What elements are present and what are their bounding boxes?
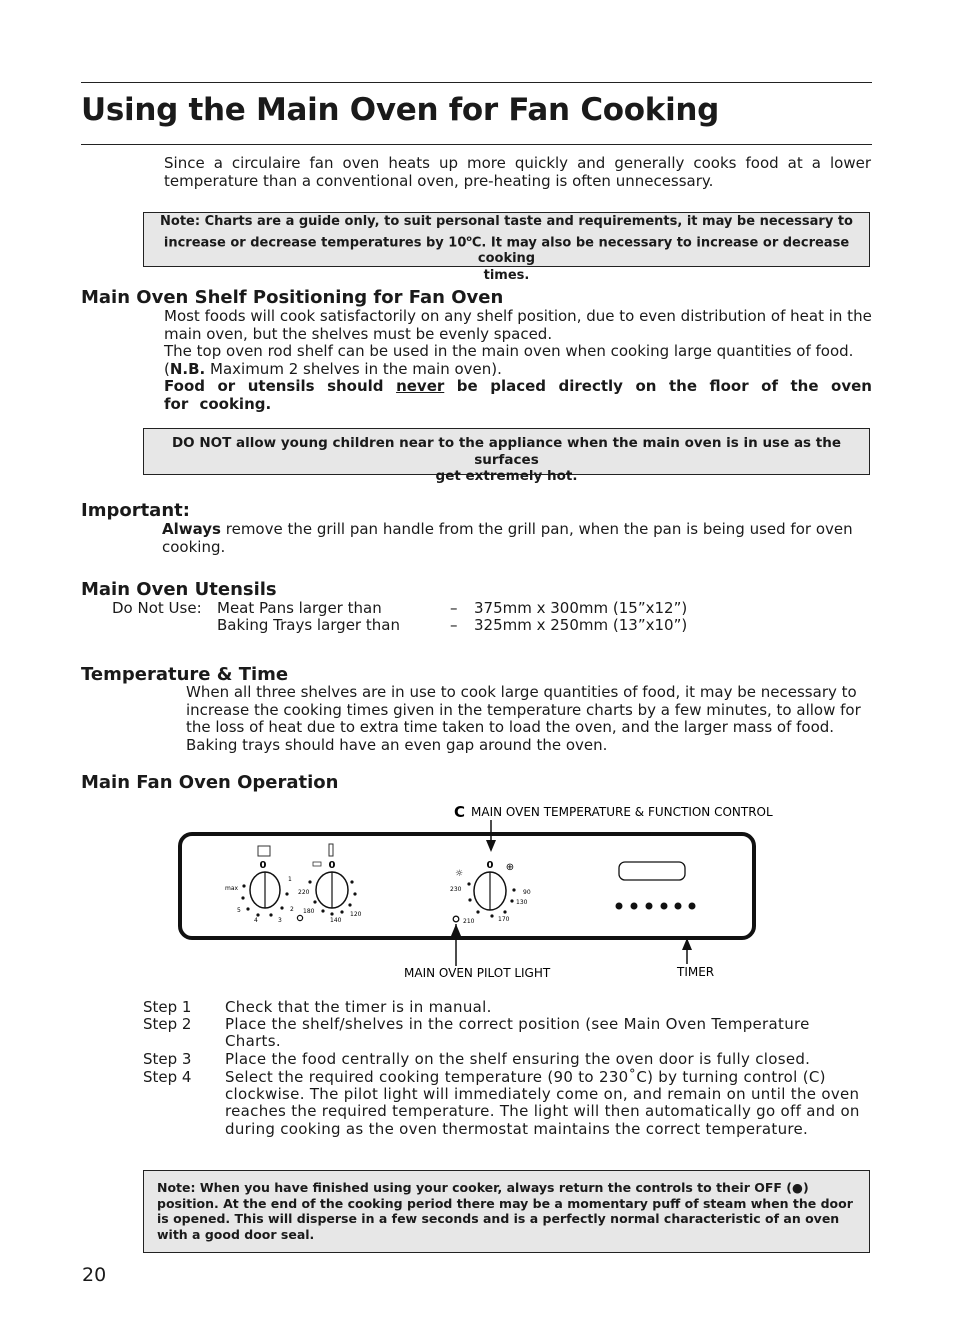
shelf-p2: The top oven rod shelf can be used in the main oven when cooking large quantities of food. [164, 342, 854, 360]
top-rule [81, 82, 872, 83]
timer-display [619, 862, 685, 880]
svg-text:120: 120 [350, 911, 362, 918]
utensil-row-1-item: Meat Pans larger than [217, 599, 382, 617]
shelf-heading: Main Oven Shelf Positioning for Fan Oven [81, 287, 504, 308]
title-rule [81, 144, 872, 145]
note-box-off-position: Note: When you have finished using your cooker, always return the controls to their OFF (●) position. At the end of the cooking period there may be a momentary puff of steam when the door is opened. This will disperse in a few seconds and is a perfectly normal characteristic of an oven with a good door seal. [143, 1170, 870, 1253]
control-label: MAIN OVEN TEMPERATURE & FUNCTION CONTROL [471, 805, 773, 819]
step-3-label: Step 3 [143, 1050, 192, 1068]
important-heading: Important: [81, 500, 190, 521]
control-panel-diagram [170, 798, 780, 988]
note1-line1: Note: Charts are a guide only, to suit personal taste and requirements, it may be necessary to [160, 214, 853, 229]
svg-text:2: 2 [290, 906, 294, 913]
svg-text:140: 140 [330, 917, 342, 924]
svg-text:170: 170 [498, 916, 510, 923]
svg-text:230: 230 [450, 886, 462, 893]
utensil-row-2-size: 325mm x 250mm (13”x10”) [474, 616, 688, 634]
svg-text:max: max [225, 885, 239, 892]
pilot-label: MAIN OVEN PILOT LIGHT [404, 966, 551, 980]
step-2-text: Place the shelf/shelves in the correct position (see Main Oven Temperature Charts. [225, 1015, 810, 1051]
svg-text:4: 4 [254, 917, 258, 924]
svg-text:0: 0 [259, 860, 267, 871]
shelf-warning: Food or utensils should never be placed directly on the floor of the oven for cooking. [164, 377, 872, 413]
svg-text:130: 130 [516, 899, 528, 906]
svg-text:1: 1 [288, 876, 292, 883]
utensils-heading: Main Oven Utensils [81, 579, 277, 600]
svg-text:☼: ☼ [454, 869, 464, 879]
step-1-text: Check that the timer is in manual. [225, 998, 492, 1016]
utensil-row-2-item: Baking Trays larger than [217, 616, 400, 634]
utensils-label: Do Not Use: [112, 599, 202, 617]
shelf-p3: (N.B. Maximum 2 shelves in the main oven). [164, 359, 502, 378]
utensil-row-1-dash: – [450, 599, 458, 617]
svg-text:0: 0 [328, 860, 336, 871]
svg-text:210: 210 [463, 918, 475, 925]
control-letter: C [454, 803, 466, 821]
note1-line3: times. [483, 267, 530, 283]
svg-text:220: 220 [298, 889, 310, 896]
svg-text:180: 180 [303, 908, 315, 915]
page-number: 20 [82, 1264, 107, 1286]
svg-text:⊕: ⊕ [505, 862, 515, 873]
svg-text:0: 0 [486, 860, 494, 871]
off-symbol-icon: ● [792, 1180, 803, 1195]
step-4-text: Select the required cooking temperature (90 to 230˚C) by turning control (C) clockwise. The pilot light will immediately come on, and remain on until the oven reaches the required temperature. The light will then automatically go off and on during cooking as the oven thermostat maintains the correct temperature. [225, 1068, 860, 1138]
operation-heading: Main Fan Oven Operation [81, 772, 339, 793]
svg-text:3: 3 [278, 917, 282, 924]
utensil-row-2-dash: – [450, 616, 458, 634]
svg-text:5: 5 [237, 907, 241, 914]
temp-time-text: When all three shelves are in use to cook large quantities of food, it may be necessary to increase the cooking times given in the temperature charts by a few minutes, to allow for the loss of heat due to extra time taken to load the oven, and the larger mass of food. Baking trays should have an even gap around the oven. [186, 683, 861, 754]
step-4-label: Step 4 [143, 1068, 192, 1086]
note1-line2: increase or decrease temperatures by 10$^o$C. It may also be necessary to increase or decrease cooking [163, 233, 850, 267]
intro-paragraph: Since a circulaire fan oven heats up more quickly and generally cooks food at a lower temperature than a conventional oven, pre-heating is often unnecessary. [164, 154, 871, 190]
step-3-text: Place the food centrally on the shelf ensuring the oven door is fully closed. [225, 1050, 811, 1068]
page-title: Using the Main Oven for Fan Cooking [81, 92, 720, 128]
step-2-label: Step 2 [143, 1015, 192, 1033]
shelf-paragraph [164, 308, 872, 413]
utensil-row-1-size: 375mm x 300mm (15”x12”) [474, 599, 688, 617]
shelf-p1: Most foods will cook satisfactorily on any shelf position, due to even distribution of heat in the main oven, but the shelves must be evenly spaced. [164, 307, 872, 343]
children-warning-box: DO NOT allow young children near to the appliance when the main oven is in use as the surfaces get extremely hot. [143, 428, 870, 475]
step-1-label: Step 1 [143, 998, 192, 1016]
important-text: Always remove the grill pan handle from the grill pan, when the pan is being used for oven cooking. [162, 520, 853, 556]
svg-text:90: 90 [523, 889, 531, 896]
temp-time-heading: Temperature & Time [81, 664, 289, 685]
note-box-guide [143, 212, 870, 283]
timer-label: TIMER [677, 965, 715, 979]
